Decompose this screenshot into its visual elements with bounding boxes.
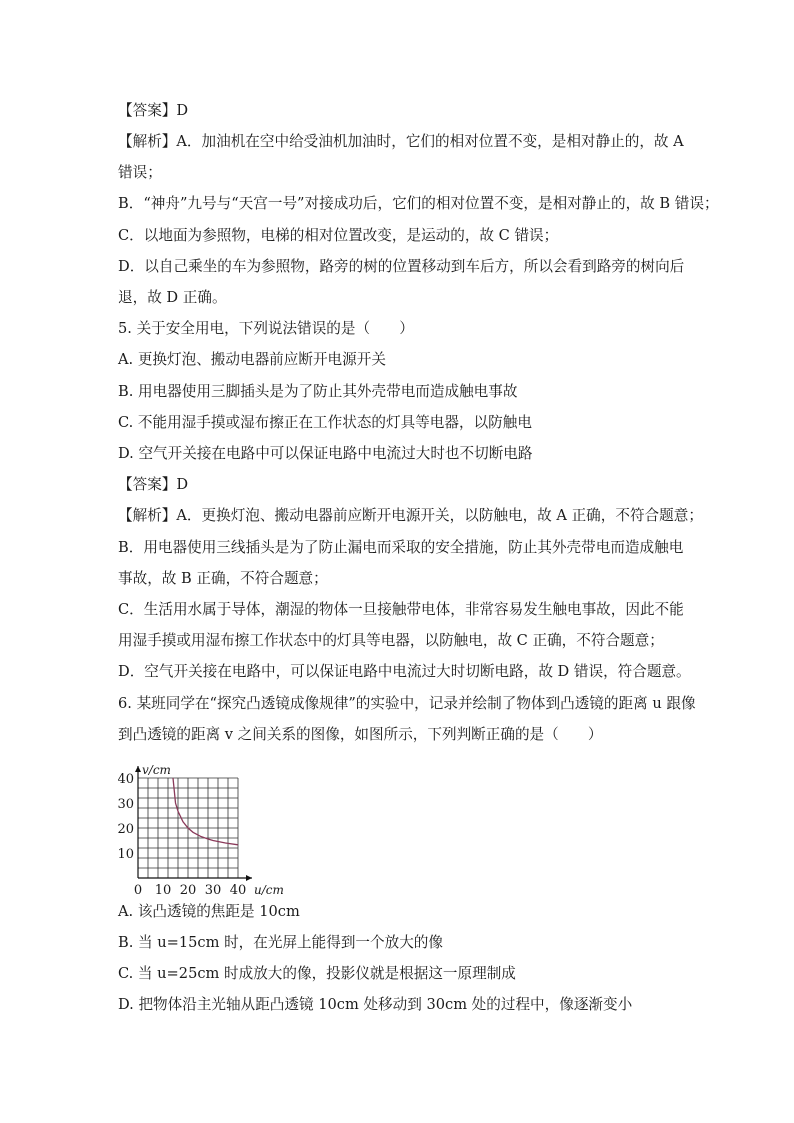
answer-label-q5: 【答案】D — [118, 476, 189, 493]
question-5-option-b: B. 用电器使用三脚插头是为了防止其外壳带电而造成触电事故 — [118, 383, 518, 400]
x-axis-arrow — [246, 875, 252, 881]
analysis-line: 用湿手摸或用湿布擦工作状态中的灯具等电器，以防触电，故 C 正确，不符合题意； — [118, 632, 664, 649]
analysis-line: 事故，故 B 正确，不符合题意； — [118, 570, 328, 587]
analysis-line: B．用电器使用三线插头是为了防止漏电而采取的安全措施，防止其外壳带电而造成触电 — [118, 539, 684, 556]
analysis-line: 退，故 D 正确。 — [118, 289, 227, 306]
x-tick-label: 40 — [229, 883, 247, 896]
question-6-stem: 6. 某班同学在“探究凸透镜成像规律”的实验中，记录并绘制了物体到凸透镜的距离 u 跟像 — [118, 695, 696, 712]
x-tick-label: 30 — [204, 883, 222, 896]
question-5-stem: 5. 关于安全用电，下列说法错误的是（ ） — [118, 320, 414, 337]
question-6-option-b: B. 当 u=15cm 时，在光屏上能得到一个放大的像 — [118, 934, 443, 951]
analysis-line: D．以自己乘坐的车为参照物，路旁的树的位置移动到车后方，所以会看到路旁的树向后 — [118, 258, 685, 275]
analysis-line: C．生活用水属于导体，潮湿的物体一旦接触带电体，非常容易发生触电事故，因此不能 — [118, 601, 684, 618]
x-axis-label: u/cm — [254, 883, 284, 896]
y-tick-label: 40 — [118, 772, 134, 787]
chart-svg — [118, 754, 298, 896]
question-5-option-a: A. 更换灯泡、搬动电器前应断开电源开关 — [118, 351, 386, 368]
y-tick-label: 10 — [118, 847, 134, 862]
analysis-line: 【解析】A．加油机在空中给受油机加油时，它们的相对位置不变，是相对静止的，故 A — [118, 133, 684, 150]
question-6-option-a: A. 该凸透镜的焦距是 10cm — [118, 903, 300, 920]
analysis-line: B．“神舟”九号与“天宫一号”对接成功后，它们的相对位置不变，是相对静止的，故 B 错误； — [118, 195, 719, 212]
question-5-option-c: C. 不能用湿手摸或湿布擦正在工作状态的灯具等电器，以防触电 — [118, 414, 532, 431]
x-tick-label: 10 — [154, 883, 172, 896]
y-axis-label: v/cm — [142, 763, 171, 777]
x-tick-label: 0 — [133, 883, 143, 896]
y-tick-label: 20 — [118, 822, 134, 837]
question-5-option-d: D. 空气开关接在电路中可以保证电路中电流过大时也不切断电路 — [118, 445, 533, 462]
answer-label-q4: 【答案】D — [118, 102, 189, 119]
lens-image-distance-chart — [118, 754, 298, 896]
question-6-option-d: D. 把物体沿主光轴从距凸透镜 10cm 处移动到 30cm 处的过程中，像逐渐变小 — [118, 996, 633, 1013]
y-axis-arrow — [135, 766, 141, 772]
y-tick-label: 30 — [118, 797, 134, 812]
analysis-line: D．空气开关接在电路中，可以保证电路中电流过大时切断电路，故 D 错误，符合题意。 — [118, 663, 691, 680]
x-tick-label: 20 — [179, 883, 197, 896]
analysis-line: C．以地面为参照物，电梯的相对位置改变，是运动的，故 C 错误； — [118, 227, 559, 244]
analysis-line: 【解析】A．更换灯泡、搬动电器前应断开电源开关，以防触电，故 A 正确，不符合题意； — [118, 507, 703, 524]
analysis-line: 错误； — [118, 164, 162, 181]
question-6-option-c: C. 当 u=25cm 时成放大的像，投影仪就是根据这一原理制成 — [118, 965, 516, 982]
question-6-stem: 到凸透镜的距离 v 之间关系的图像，如图所示，下列判断正确的是（ ） — [118, 726, 603, 743]
